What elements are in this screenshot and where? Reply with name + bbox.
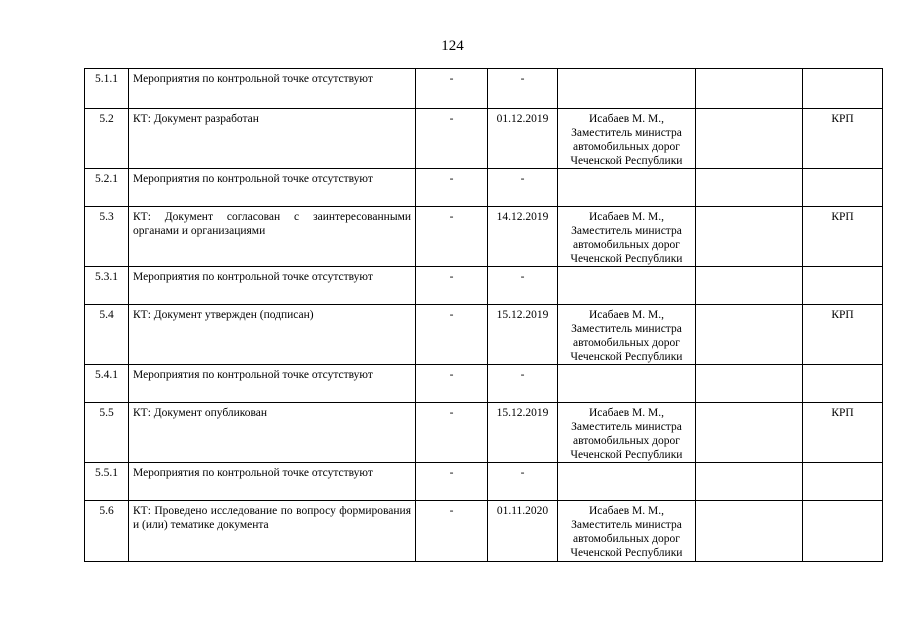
row-name: Мероприятия по контрольной точке отсутствуют [129, 169, 416, 207]
row-name: КТ: Документ утвержден (подписан) [129, 305, 416, 365]
row-name: Мероприятия по контрольной точке отсутствуют [129, 463, 416, 501]
row-name: КТ: Проведено исследование по вопросу формирования и (или) тематике документа [129, 501, 416, 562]
row-document [803, 69, 883, 109]
row-document: КРП [803, 109, 883, 169]
responsible-line: Чеченской Республики [570, 547, 683, 559]
row-number: 5.5 [85, 403, 129, 463]
row-document: КРП [803, 207, 883, 267]
table-row [85, 207, 883, 267]
responsible-line: Исабаев М. М., [589, 407, 664, 419]
responsible-line: Заместитель министра [571, 421, 682, 433]
row-date: 01.12.2019 [488, 109, 558, 169]
row-extra [696, 109, 803, 169]
row-date: - [488, 169, 558, 207]
row-name: КТ: Документ опубликован [129, 403, 416, 463]
row-extra [696, 207, 803, 267]
row-start: - [416, 365, 488, 403]
row-document [803, 169, 883, 207]
row-document: КРП [803, 403, 883, 463]
row-responsible [558, 69, 696, 109]
responsible-line: Заместитель министра [571, 127, 682, 139]
row-responsible [558, 207, 696, 267]
row-number: 5.5.1 [85, 463, 129, 501]
row-responsible [558, 365, 696, 403]
row-document [803, 365, 883, 403]
row-number: 5.2 [85, 109, 129, 169]
row-date: - [488, 365, 558, 403]
page-number: 124 [441, 38, 464, 54]
row-name: Мероприятия по контрольной точке отсутствуют [129, 69, 416, 109]
responsible-line: автомобильных дорог [573, 337, 680, 349]
row-date: - [488, 69, 558, 109]
row-document [803, 501, 883, 562]
responsible-line: Исабаев М. М., [589, 505, 664, 517]
row-number: 5.2.1 [85, 169, 129, 207]
row-number: 5.4.1 [85, 365, 129, 403]
row-start: - [416, 501, 488, 562]
row-start: - [416, 207, 488, 267]
row-responsible [558, 305, 696, 365]
row-responsible [558, 109, 696, 169]
row-name: КТ: Документ разработан [129, 109, 416, 169]
row-start: - [416, 109, 488, 169]
row-name: Мероприятия по контрольной точке отсутствуют [129, 365, 416, 403]
row-date: 01.11.2020 [488, 501, 558, 562]
row-number: 5.4 [85, 305, 129, 365]
row-date: - [488, 267, 558, 305]
row-extra [696, 501, 803, 562]
row-responsible [558, 463, 696, 501]
table-row [85, 69, 883, 109]
table-row [85, 305, 883, 365]
row-date: 14.12.2019 [488, 207, 558, 267]
row-document: КРП [803, 305, 883, 365]
table-row [85, 109, 883, 169]
plan-table [84, 68, 883, 562]
row-responsible [558, 403, 696, 463]
row-number: 5.3 [85, 207, 129, 267]
row-number: 5.6 [85, 501, 129, 562]
row-start: - [416, 267, 488, 305]
responsible-line: Исабаев М. М., [589, 113, 664, 125]
table-row [85, 501, 883, 562]
row-start: - [416, 463, 488, 501]
row-extra [696, 463, 803, 501]
row-document [803, 267, 883, 305]
responsible-line: Чеченской Республики [570, 253, 683, 265]
responsible-line: автомобильных дорог [573, 435, 680, 447]
responsible-line: Заместитель министра [571, 323, 682, 335]
table-row [85, 267, 883, 305]
table-row [85, 169, 883, 207]
responsible-line: автомобильных дорог [573, 533, 680, 545]
row-date: 15.12.2019 [488, 305, 558, 365]
responsible-line: автомобильных дорог [573, 239, 680, 251]
responsible-line: Исабаев М. М., [589, 211, 664, 223]
row-extra [696, 403, 803, 463]
row-name: КТ: Документ согласован с заинтересованными органами и организациями [129, 207, 416, 267]
responsible-line: Чеченской Республики [570, 155, 683, 167]
row-date: 15.12.2019 [488, 403, 558, 463]
row-extra [696, 305, 803, 365]
responsible-line: Заместитель министра [571, 225, 682, 237]
row-responsible [558, 169, 696, 207]
responsible-line: Заместитель министра [571, 519, 682, 531]
row-start: - [416, 169, 488, 207]
row-name: Мероприятия по контрольной точке отсутствуют [129, 267, 416, 305]
row-start: - [416, 305, 488, 365]
responsible-line: Чеченской Республики [570, 449, 683, 461]
row-extra [696, 69, 803, 109]
responsible-line: автомобильных дорог [573, 141, 680, 153]
row-document [803, 463, 883, 501]
row-extra [696, 169, 803, 207]
row-responsible [558, 501, 696, 562]
row-extra [696, 365, 803, 403]
responsible-line: Исабаев М. М., [589, 309, 664, 321]
responsible-line: Чеченской Республики [570, 351, 683, 363]
row-start: - [416, 403, 488, 463]
table-row [85, 463, 883, 501]
table-row [85, 403, 883, 463]
row-extra [696, 267, 803, 305]
table-row [85, 365, 883, 403]
row-date: - [488, 463, 558, 501]
row-number: 5.1.1 [85, 69, 129, 109]
row-number: 5.3.1 [85, 267, 129, 305]
row-responsible [558, 267, 696, 305]
row-start: - [416, 69, 488, 109]
